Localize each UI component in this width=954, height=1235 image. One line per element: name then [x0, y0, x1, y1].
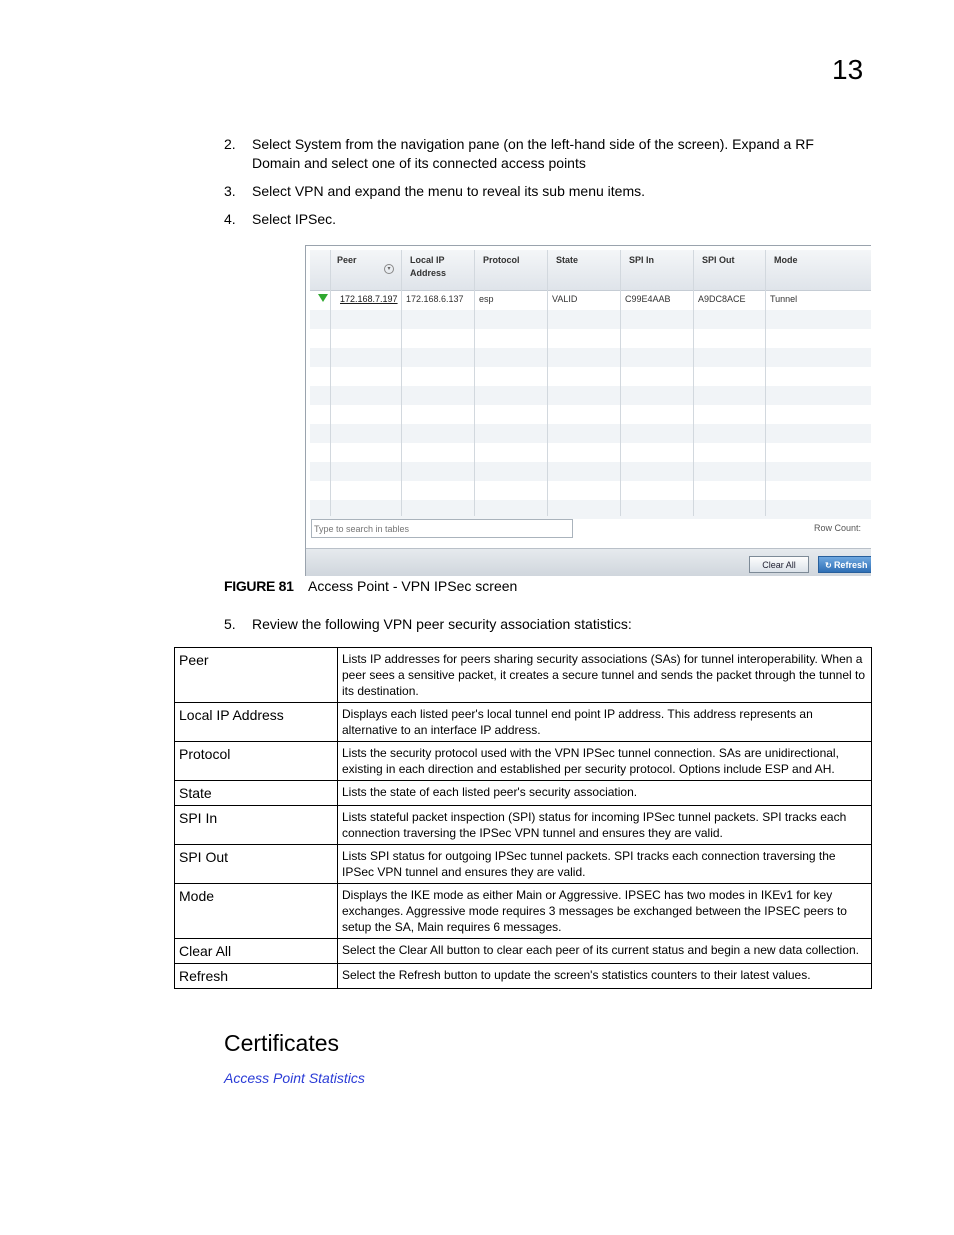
cell-peer-link[interactable]: 172.168.7.197 [340, 294, 398, 304]
step-number: 2. [224, 136, 236, 152]
table-header [310, 250, 871, 291]
step-text-post: and expand the menu to reveal its sub menu items. [323, 183, 646, 199]
figure-caption [224, 578, 518, 594]
term-cell: Clear All [175, 939, 338, 964]
step-text-post: . [332, 211, 337, 227]
term-cell: Local IP Address [175, 703, 338, 742]
description-cell: Lists IP addresses for peers sharing security associations (SAs) for tunnel interoperability. When a peer sees a sensitive packet, it creates a secure tunnel and sends the packet through the tunnel to its destination. [338, 648, 872, 703]
cell-local-ip: 172.168.6.137 [406, 294, 464, 304]
term-cell: Refresh [175, 964, 338, 989]
column-header-mode[interactable]: Mode [774, 255, 798, 265]
column-header-local-ip[interactable]: Local IP Address [410, 255, 447, 278]
term-cell: Peer [175, 648, 338, 703]
table-row [175, 742, 872, 781]
step-5 [224, 615, 864, 634]
description-cell: Lists the state of each listed peer's security association. [338, 781, 872, 806]
step-4 [224, 210, 864, 229]
description-cell: Select the Refresh button to update the screen's statistics counters to their latest values. [338, 964, 872, 989]
step-2 [224, 135, 864, 173]
description-cell: Displays each listed peer's local tunnel end point IP address. This address represents an alternative to an interface IP address. [338, 703, 872, 742]
table-row [310, 500, 871, 519]
term-cell: State [175, 781, 338, 806]
refresh-icon: ↻ [825, 560, 834, 570]
column-divider [330, 250, 331, 516]
figure-label: FIGURE 81 [224, 578, 294, 594]
step-number: 5. [224, 616, 236, 632]
step-number: 3. [224, 183, 236, 199]
table-row [175, 845, 872, 884]
table-row [175, 648, 872, 703]
ipsec-screenshot [305, 245, 871, 576]
term-cell: SPI In [175, 806, 338, 845]
column-header-protocol[interactable]: Protocol [483, 255, 520, 265]
table-row [175, 939, 872, 964]
term-cell: Mode [175, 884, 338, 939]
description-cell: Lists the security protocol used with the VPN IPSec tunnel connection. SAs are unidirectional, existing in each direction and established per security protocol. Options include ESP and AH. [338, 742, 872, 781]
table-row [175, 884, 872, 939]
definitions-table [174, 647, 872, 989]
cross-reference-link[interactable]: Access Point Statistics [224, 1070, 365, 1086]
column-header-state[interactable]: State [556, 255, 579, 265]
column-header-peer[interactable]: Peer [337, 255, 357, 265]
column-divider [401, 250, 402, 516]
term-cell: SPI Out [175, 845, 338, 884]
step-text-pre: Select [252, 211, 295, 227]
step-text-pre: Select [252, 183, 295, 199]
refresh-label: Refresh [833, 559, 868, 570]
refresh-button[interactable] [818, 556, 871, 573]
table-row [310, 424, 871, 443]
screenshot-footer [306, 548, 871, 576]
description-cell: Lists stateful packet inspection (SPI) status for incoming IPSec tunnel packets. SPI tracks each connection traversing the IPSec VPN tunnel and ensures they are valid. [338, 806, 872, 845]
column-divider [547, 250, 548, 516]
row-count-label: Row Count: [814, 523, 862, 533]
step-text: Review the following VPN peer security association statistics: [252, 616, 632, 632]
column-divider [474, 250, 475, 516]
term-cell: Protocol [175, 742, 338, 781]
clear-all-button[interactable]: Clear All [749, 556, 809, 573]
cell-state: VALID [552, 294, 578, 304]
step-number: 4. [224, 211, 236, 227]
cell-spi-out: A9DC8ACE [698, 294, 746, 304]
chapter-number: 13 [832, 54, 864, 85]
cell-mode: Tunnel [770, 294, 798, 304]
step-keyword: VPN [294, 183, 324, 199]
sort-icon[interactable]: ▾ [384, 264, 394, 274]
table-row [175, 703, 872, 742]
step-keyword: System [294, 136, 342, 152]
table-row [175, 964, 872, 989]
description-cell: Lists SPI status for outgoing IPSec tunnel packets. SPI tracks each connection traversing the IPSec VPN tunnel and ensures they are valid. [338, 845, 872, 884]
cell-protocol: esp [479, 294, 494, 304]
column-header-spi-out[interactable]: SPI Out [702, 255, 735, 265]
table-search-input[interactable] [311, 519, 573, 538]
column-divider [693, 250, 694, 516]
table-row [175, 781, 872, 806]
step-keyword: IPSec [294, 211, 333, 227]
step-text-post: from the navigation pane (on the left-hand side of the screen). Expand a RF Domain and select one of its connected access points [252, 136, 814, 171]
section-title: Certificates [224, 1030, 340, 1056]
status-arrow-icon [318, 294, 328, 302]
step-text-pre: Select [252, 136, 295, 152]
column-divider [620, 250, 621, 516]
table-row [310, 310, 871, 329]
cell-spi-in: C99E4AAB [625, 294, 671, 304]
table-row [310, 462, 871, 481]
description-cell: Displays the IKE mode as either Main or Aggressive. IPSEC has two modes in IKEv1 for key exchanges. Aggressive mode requires 3 messages be exchanged between the IPSEC peers to setup the SA, Main requires 6 messages. [338, 884, 872, 939]
table-row [310, 386, 871, 405]
figure-title: Access Point - VPN IPSec screen [308, 578, 518, 594]
column-header-spi-in[interactable]: SPI In [629, 255, 655, 265]
step-3 [224, 182, 864, 201]
table-row [310, 348, 871, 367]
description-cell: Select the Clear All button to clear each peer of its current status and begin a new data collection. [338, 939, 872, 964]
table-row [175, 806, 872, 845]
column-divider [765, 250, 766, 516]
ipsec-table [310, 250, 871, 560]
